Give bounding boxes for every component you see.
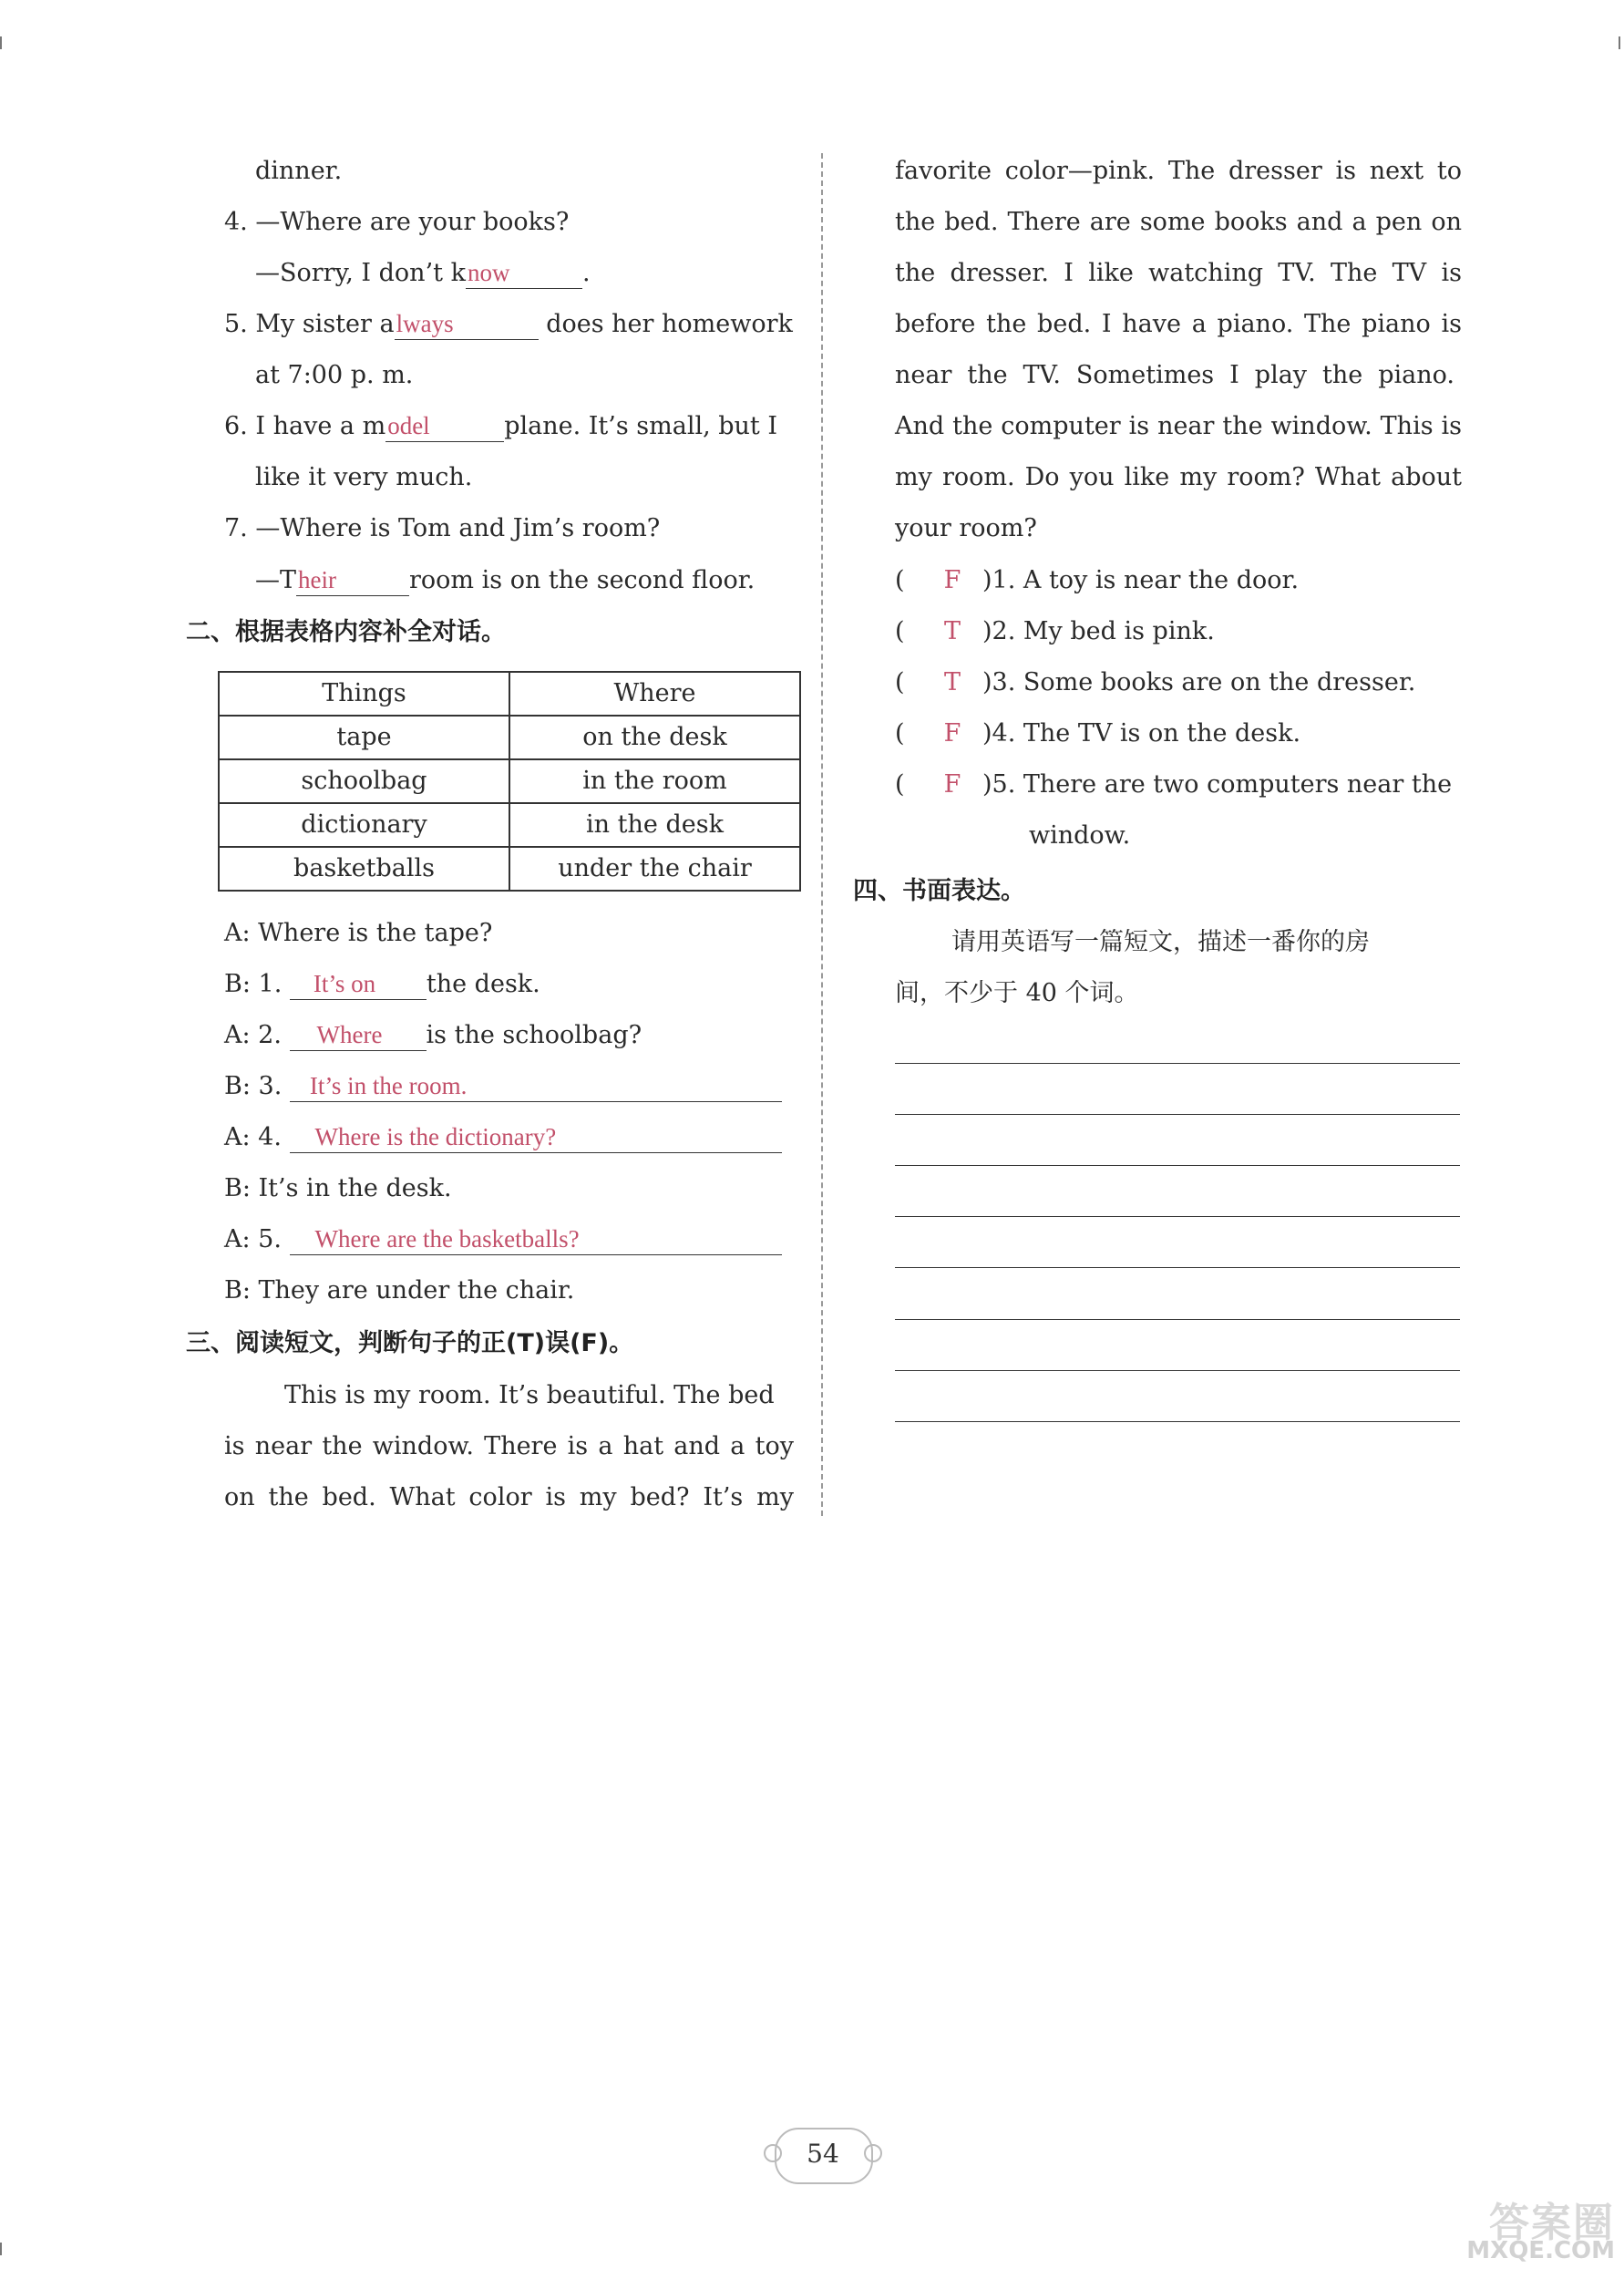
dialog-b3 <box>224 1068 782 1105</box>
writing-line[interactable] <box>895 1319 1460 1320</box>
table-cell: on the desk <box>509 716 800 759</box>
q7-prefix: —T <box>255 566 297 594</box>
q6-prefix: 6. I have a m <box>224 412 386 440</box>
table-row <box>219 847 800 891</box>
dialog-a5-prefix: A: 5. <box>224 1225 282 1253</box>
writing-line[interactable] <box>895 1165 1460 1166</box>
q4-handwritten-answer: now <box>467 259 510 286</box>
dialog-b1-prefix: B: 1. <box>224 970 283 998</box>
passage-line: near the TV. Sometimes I play the piano. <box>895 361 1454 389</box>
passage-line: This is my room. It’s beautiful. The bed <box>284 1381 775 1409</box>
q7-question: 7. —Where is Tom and Jim’s room? <box>224 514 661 542</box>
section3-heading: 三、阅读短文，判断句子的正(T)误(F)。 <box>186 1329 634 1357</box>
tf-open-paren: ( <box>895 668 905 696</box>
passage-line: my room. Do you like my room? What about <box>895 463 1462 491</box>
q4-blank[interactable] <box>466 257 582 289</box>
dialog-b1-answer: It’s on <box>313 970 376 997</box>
q6-line <box>224 408 777 445</box>
passage-line: before the bed. I have a piano. The piano is <box>895 310 1462 338</box>
dialog-a4-prefix: A: 4. <box>224 1123 282 1151</box>
dialog-a2-suffix: is the schoolbag? <box>426 1021 642 1049</box>
watermark-url: MXQE.COM <box>1466 2237 1615 2264</box>
section4-heading: 四、书面表达。 <box>853 877 1025 905</box>
crop-mark <box>0 2243 2 2255</box>
tf-item-4 <box>895 716 1300 752</box>
section2-heading: 二、根据表格内容补全对话。 <box>186 618 506 646</box>
tf-item-5-continuation: window. <box>1029 821 1131 850</box>
dialog-b3-answer: It’s in the room. <box>309 1072 468 1099</box>
writing-instruction: 请用英语写一篇短文，描述一番你的房 <box>951 928 1370 956</box>
passage-line: on the bed. What color is my bed? It’s my <box>224 1483 794 1511</box>
table-cell: in the desk <box>509 803 800 847</box>
dialog-a4 <box>224 1119 782 1156</box>
dialog-a2-prefix: A: 2. <box>224 1021 282 1049</box>
writing-instruction: 间，不少于 40 个词。 <box>895 979 1139 1007</box>
tf-item-5 <box>895 767 1452 803</box>
crop-mark <box>0 36 2 49</box>
dialog-b-desk: B: It’s in the desk. <box>224 1174 452 1202</box>
q4-suffix: . <box>581 259 591 287</box>
tf-answer-mark[interactable]: T <box>943 617 961 645</box>
tf-answer-mark[interactable]: T <box>943 668 961 696</box>
dialog-a4-answer: Where is the dictionary? <box>314 1123 557 1150</box>
passage-line: favorite color—pink. The dresser is next to <box>895 157 1462 185</box>
tf-statement: )5. There are two computers near the <box>982 770 1453 799</box>
q3-continuation: dinner. <box>255 157 343 185</box>
dialog-a5-blank[interactable] <box>290 1223 782 1255</box>
q6-handwritten-answer: odel <box>387 412 430 439</box>
tf-item-1 <box>895 562 1299 599</box>
tf-statement: )3. Some books are on the dresser. <box>982 668 1416 696</box>
table-cell: tape <box>219 716 509 759</box>
q7-handwritten-answer: heir <box>298 566 336 593</box>
dialog-b1-blank[interactable] <box>290 968 427 1000</box>
q7-answer-line <box>255 562 755 599</box>
table-row <box>219 716 800 759</box>
table-cell: dictionary <box>219 803 509 847</box>
q5-handwritten-answer: lways <box>396 310 454 337</box>
q4-answer-line <box>255 255 591 292</box>
watermark-text: 答案圈 <box>1489 2200 1615 2246</box>
table-header-row <box>219 672 800 716</box>
tf-open-paren: ( <box>895 770 905 799</box>
q4-question: 4. —Where are your books? <box>224 208 570 236</box>
table-header-cell: Where <box>509 672 800 716</box>
passage-line: the dresser. I like watching TV. The TV is <box>895 259 1462 287</box>
writing-line[interactable] <box>895 1114 1460 1115</box>
things-table <box>218 671 801 892</box>
dialog-b-chair: B: They are under the chair. <box>224 1276 575 1304</box>
tf-open-paren: ( <box>895 617 905 645</box>
table-cell: basketballs <box>219 847 509 891</box>
tf-item-2 <box>895 614 1215 650</box>
q7-suffix: room is on the second floor. <box>409 566 755 594</box>
tf-open-paren: ( <box>895 566 905 594</box>
dialog-b1-suffix: the desk. <box>426 970 540 998</box>
q5-prefix: 5. My sister a <box>224 310 395 338</box>
passage-line: your room? <box>895 514 1037 542</box>
tf-statement: )1. A toy is near the door. <box>982 566 1300 594</box>
writing-line[interactable] <box>895 1421 1460 1422</box>
dialog-b3-prefix: B: 3. <box>224 1072 283 1100</box>
dialog-b3-blank[interactable] <box>290 1070 782 1102</box>
tf-answer-mark[interactable]: F <box>943 566 961 594</box>
watermark-logo <box>1424 2190 1615 2272</box>
table-cell: in the room <box>509 759 800 803</box>
table-row <box>219 759 800 803</box>
table-cell: under the chair <box>509 847 800 891</box>
writing-line[interactable] <box>895 1370 1460 1371</box>
passage-line: And the computer is near the window. This is <box>895 412 1462 440</box>
q5-suffix: does her homework <box>546 310 793 338</box>
tf-open-paren: ( <box>895 719 905 748</box>
writing-line[interactable] <box>895 1267 1460 1268</box>
tf-statement: )4. The TV is on the desk. <box>982 719 1301 748</box>
tf-item-3 <box>895 665 1415 701</box>
table-cell: schoolbag <box>219 759 509 803</box>
q6-blank[interactable] <box>385 410 504 442</box>
tf-statement: )2. My bed is pink. <box>982 617 1215 645</box>
dialog-a5 <box>224 1222 782 1258</box>
writing-line[interactable] <box>895 1216 1460 1217</box>
page-number-badge <box>764 2124 882 2190</box>
dialog-a2-answer: Where <box>316 1021 383 1048</box>
passage-line: the bed. There are some books and a pen on <box>895 208 1462 236</box>
tf-answer-mark[interactable]: F <box>943 770 961 799</box>
table-header-cell: Things <box>219 672 509 716</box>
dialog-a4-blank[interactable] <box>290 1121 782 1153</box>
table-row <box>219 803 800 847</box>
tf-answer-mark[interactable]: F <box>943 719 961 748</box>
crop-mark <box>1619 36 1620 49</box>
writing-line[interactable] <box>895 1063 1460 1064</box>
page-number: 54 <box>807 2139 839 2169</box>
q7-blank[interactable] <box>296 564 409 596</box>
dialog-a5-answer: Where are the basketballs? <box>314 1225 580 1253</box>
dialog-a2-blank[interactable] <box>290 1019 427 1051</box>
column-divider <box>821 153 823 1516</box>
q5-line2: at 7:00 p. m. <box>255 361 414 389</box>
q4-prefix: —Sorry, I don’t k <box>255 259 466 287</box>
passage-line: is near the window. There is a hat and a toy <box>224 1432 794 1460</box>
dialog-a2 <box>224 1017 642 1054</box>
q5-blank[interactable] <box>395 308 539 340</box>
q6-line2: like it very much. <box>255 463 473 491</box>
dialog-b1 <box>224 966 540 1003</box>
q6-suffix: plane. It’s small, but I <box>504 412 778 440</box>
q5-line <box>224 306 794 343</box>
dialog-a-tape: A: Where is the tape? <box>224 919 493 947</box>
